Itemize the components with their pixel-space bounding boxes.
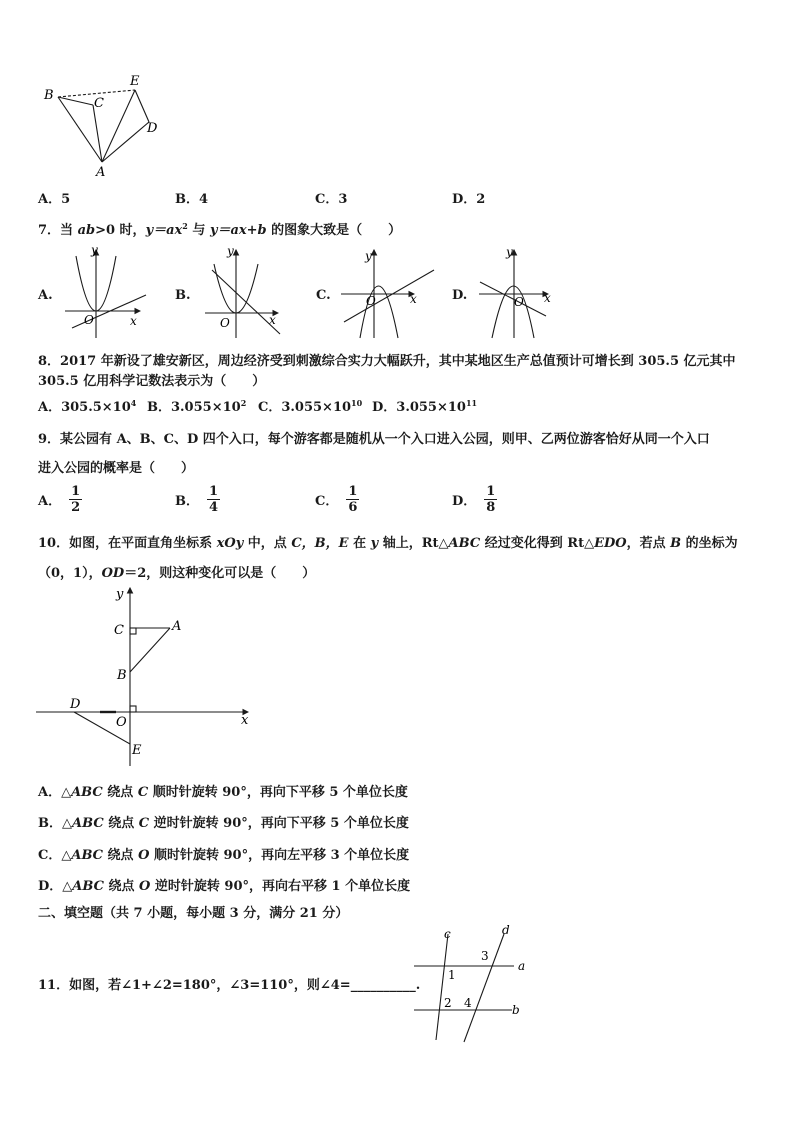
svg-text:a: a bbox=[518, 959, 526, 973]
svg-text:x: x bbox=[269, 313, 276, 327]
q10-option-a[interactable]: A．△ABC 绕点 C 顺时针旋转 90°，再向下平移 5 个单位长度 bbox=[38, 785, 408, 800]
svg-text:y: y bbox=[227, 244, 234, 258]
svg-text:O: O bbox=[220, 316, 230, 330]
svg-text:E: E bbox=[132, 743, 142, 758]
q9-stem-line2: 进入公园的概率是（ ） bbox=[38, 461, 195, 476]
q10-stem-line1: 10．如图，在平面直角坐标系 xOy 中，点 C，B，E 在 y 轴上，Rt△ABC 经过变化得到 Rt△EDO，若点 B 的坐标为 bbox=[38, 536, 738, 551]
svg-text:D: D bbox=[70, 697, 81, 712]
svg-text:y: y bbox=[365, 249, 372, 263]
q6-option-d[interactable]: D．2 bbox=[452, 192, 486, 207]
q9-option-a[interactable]: A． $\frac{1}{2}$ bbox=[38, 484, 81, 515]
svg-text:B: B bbox=[117, 668, 127, 683]
svg-text:A: A bbox=[172, 619, 182, 634]
svg-text:O: O bbox=[116, 715, 127, 730]
q6-label-e: E bbox=[130, 74, 140, 89]
q7-label-b[interactable]: B. bbox=[175, 288, 191, 303]
svg-text:4: 4 bbox=[464, 996, 472, 1010]
q9-stem-line1: 9．某公园有 A、B、C、D 四个入口，每个游客都是随机从一个入口进入公园，则甲、乙两位游客恰好从同一个入口 bbox=[38, 432, 710, 447]
q11-figure bbox=[408, 920, 532, 1044]
q6-figure bbox=[38, 72, 163, 180]
q11-stem: 11．如图，若∠1+∠2=180°，∠3=110°，则∠4=__________. bbox=[38, 978, 421, 993]
q7-graph-c[interactable] bbox=[338, 244, 438, 340]
q11-answer-blank[interactable]: __________ bbox=[350, 978, 416, 993]
svg-text:3: 3 bbox=[481, 949, 489, 963]
q7-graph-a[interactable] bbox=[60, 244, 150, 340]
q7-graph-d[interactable] bbox=[474, 244, 564, 340]
svg-text:y: y bbox=[116, 587, 124, 602]
q7-graph-b[interactable] bbox=[200, 244, 290, 340]
section-2-title: 二、填空题（共 7 小题，每小题 3 分，满分 21 分） bbox=[38, 906, 349, 921]
svg-text:2: 2 bbox=[444, 996, 452, 1010]
q9-option-b[interactable]: B． $\frac{1}{4}$ bbox=[175, 484, 219, 515]
q6-option-a[interactable]: A．5 bbox=[38, 192, 71, 207]
q6-label-d: D bbox=[147, 121, 158, 136]
svg-text:d: d bbox=[502, 923, 510, 937]
q9-option-c[interactable]: C． $\frac{1}{6}$ bbox=[315, 484, 358, 515]
svg-text:C: C bbox=[114, 623, 124, 638]
svg-text:y: y bbox=[506, 245, 513, 259]
q8-option-b[interactable]: B．$3.055\times 10^2$ bbox=[147, 398, 247, 415]
q6-option-c[interactable]: C．3 bbox=[315, 192, 348, 207]
q6-label-a: A bbox=[96, 165, 106, 180]
q10-option-d[interactable]: D．△ABC 绕点 O 逆时针旋转 90°，再向右平移 1 个单位长度 bbox=[38, 879, 411, 894]
q6-label-b: B bbox=[44, 88, 54, 103]
q8-option-a[interactable]: A．$305.5\times 10^4$ bbox=[38, 398, 137, 415]
svg-text:y: y bbox=[91, 244, 98, 257]
q8-stem-line2: 305.5 亿用科学记数法表示为（ ） bbox=[38, 374, 266, 389]
svg-text:O: O bbox=[84, 313, 94, 327]
svg-text:x: x bbox=[130, 314, 137, 328]
q9-option-d[interactable]: D． $\frac{1}{8}$ bbox=[452, 484, 496, 515]
q10-stem-line2: （0，1），OD＝2，则这种变化可以是（ ） bbox=[38, 566, 316, 581]
q10-figure bbox=[36, 584, 256, 766]
q8-option-d[interactable]: D．$3.055\times 10^{11}$ bbox=[372, 398, 478, 415]
svg-text:O: O bbox=[514, 295, 524, 309]
q10-option-c[interactable]: C．△ABC 绕点 O 顺时针旋转 90°，再向左平移 3 个单位长度 bbox=[38, 848, 410, 863]
svg-text:O: O bbox=[366, 294, 376, 308]
svg-text:b: b bbox=[512, 1003, 520, 1017]
q6-option-b[interactable]: B．4 bbox=[175, 192, 209, 207]
svg-text:x: x bbox=[544, 291, 551, 305]
q8-option-c[interactable]: C．$3.055\times 10^{10}$ bbox=[258, 398, 363, 415]
q6-label-c: C bbox=[94, 96, 104, 111]
q7-label-a[interactable]: A. bbox=[38, 288, 53, 303]
q8-stem-line1: 8．2017 年新设了雄安新区，周边经济受到刺激综合实力大幅跃升，其中某地区生产总值预计可增长到 305.5 亿元其中 bbox=[38, 354, 736, 369]
svg-text:1: 1 bbox=[448, 968, 456, 982]
q7-label-c[interactable]: C. bbox=[316, 288, 331, 303]
svg-text:x: x bbox=[410, 292, 417, 306]
q7-stem: 7．当 ab>0 时，$y=ax^2$ 与 y＝ax+b 的图象大致是（ ） bbox=[38, 221, 402, 238]
svg-text:x: x bbox=[241, 713, 249, 728]
q10-option-b[interactable]: B．△ABC 绕点 C 逆时针旋转 90°，再向下平移 5 个单位长度 bbox=[38, 816, 409, 831]
svg-text:c: c bbox=[444, 927, 451, 941]
q7-label-d[interactable]: D. bbox=[452, 288, 468, 303]
